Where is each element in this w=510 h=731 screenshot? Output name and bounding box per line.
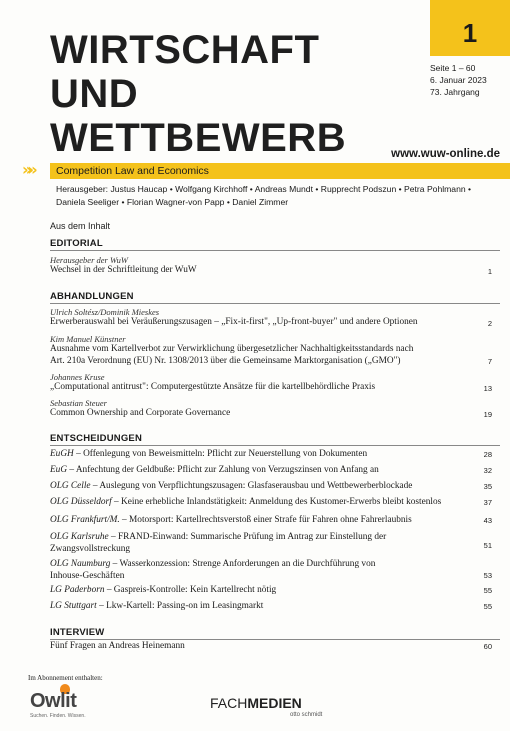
section-heading: ABHANDLUNGEN bbox=[50, 291, 500, 304]
editors-line2: Daniela Seeliger • Florian Wagner-von Papp • Daniel Zimmer bbox=[56, 197, 289, 207]
toc-entry[interactable] bbox=[50, 559, 500, 582]
entry-page: 37 bbox=[483, 498, 492, 507]
entry-page: 55 bbox=[483, 586, 492, 595]
fachmedien-part1: FACH bbox=[210, 695, 248, 711]
section-heading: ENTSCHEIDUNGEN bbox=[50, 433, 500, 446]
entry-title-line2: Inhouse-Geschäften bbox=[50, 570, 125, 581]
entry-court: OLG Karlsruhe bbox=[50, 532, 109, 542]
journal-title-line1: WIRTSCHAFT bbox=[50, 28, 320, 72]
journal-url[interactable]: www.wuw-online.de bbox=[391, 148, 500, 160]
entry-page: 53 bbox=[483, 571, 492, 580]
entry-author: Sebastian Steuer bbox=[50, 398, 107, 408]
entry-title-line1: – FRAND-Einwand: Summarische Prüfung im Antrag zur Einstellung der bbox=[108, 532, 387, 542]
entry-title: – Auslegung von Verpflichtungszusagen: Glasfaserausbau und Wettbewerberblockade bbox=[90, 481, 413, 491]
section-editorial bbox=[50, 238, 500, 276]
entry-title: – Offenlegung von Beweismitteln: Pflicht zur Neuerstellung von Dokumenten bbox=[73, 449, 368, 459]
toc-entry[interactable] bbox=[50, 372, 500, 394]
journal-title-line3: WETTBEWERB bbox=[50, 116, 347, 160]
entry-page: 32 bbox=[483, 466, 492, 475]
entry-page: 19 bbox=[483, 410, 492, 419]
journal-subtitle: Competition Law and Economics bbox=[56, 165, 209, 177]
entry-page: 60 bbox=[483, 642, 492, 651]
entry-title: – Keine erhebliche Inlandstätigkeit: Anmeldung des Kustomer-Erwerbs bleibt kostenlos bbox=[111, 497, 442, 507]
toc-entry[interactable] bbox=[50, 255, 500, 277]
issue-volume: 73. Jahrgang bbox=[430, 87, 480, 97]
entry-title: – Gaspreis-Kontrolle: Kein Kartellrecht nötig bbox=[104, 585, 277, 595]
entry-page: 13 bbox=[483, 384, 492, 393]
toc-entry[interactable] bbox=[50, 481, 500, 493]
section-abhandlungen bbox=[50, 291, 500, 419]
entry-page: 43 bbox=[483, 516, 492, 525]
editors-line1: Herausgeber: Justus Haucap • Wolfgang Kirchhoff • Andreas Mundt • Rupprecht Podszun • Petra Pohlmann • bbox=[56, 184, 472, 194]
journal-title-line2: UND bbox=[50, 72, 139, 116]
entry-page: 7 bbox=[487, 357, 492, 366]
owlit-tagline: Suchen. Finden. Wissen. bbox=[30, 713, 86, 719]
entry-court: OLG Düsseldorf bbox=[50, 497, 112, 507]
fachmedien-logo[interactable] bbox=[210, 695, 302, 711]
entry-title: Wechsel in der Schriftleitung der WuW bbox=[50, 265, 197, 275]
entry-court: EuGH bbox=[50, 449, 74, 459]
section-heading: INTERVIEW bbox=[50, 627, 500, 640]
entry-title: Common Ownership and Corporate Governance bbox=[50, 408, 231, 418]
toc-entry[interactable] bbox=[50, 334, 500, 367]
entry-page: 1 bbox=[487, 267, 492, 276]
entry-court: LG Paderborn bbox=[50, 585, 105, 595]
toc-entry[interactable] bbox=[50, 497, 500, 509]
section-interview bbox=[50, 627, 500, 651]
entry-author: Herausgeber der WuW bbox=[50, 255, 128, 265]
entry-court: OLG Celle bbox=[50, 481, 91, 491]
toc-entry[interactable] bbox=[50, 532, 500, 555]
toc-entry[interactable] bbox=[50, 585, 500, 597]
entry-title: Fünf Fragen an Andreas Heinemann bbox=[50, 641, 185, 651]
entry-author: Ulrich Soltész/Dominik Mieskes bbox=[50, 307, 160, 317]
entry-title: „Computational antitrust": Computergestützte Ansätze für die kartellbehördliche Praxis bbox=[50, 382, 376, 392]
issue-date: 6. Januar 2023 bbox=[430, 75, 487, 85]
chevron-icon: »» bbox=[22, 160, 33, 179]
section-heading: EDITORIAL bbox=[50, 238, 500, 251]
issue-pages: Seite 1 – 60 bbox=[430, 63, 476, 73]
subscription-label: Im Abonnement enthalten: bbox=[28, 674, 103, 682]
entry-court: EuG bbox=[50, 465, 68, 475]
issue-number: 1 bbox=[462, 18, 478, 48]
issue-meta bbox=[430, 62, 504, 98]
contents-label: Aus dem Inhalt bbox=[50, 221, 111, 231]
toc-entry[interactable] bbox=[50, 449, 500, 461]
entry-title: – Motorsport: Kartellrechtsverstoß einer Strafe für Fahren ohne Fahrerlaubnis bbox=[119, 515, 412, 525]
entry-title-line1: Ausnahme vom Kartellverbot zur Verwirklichung übergesetzlicher Nachhaltigkeitsstandards nach bbox=[50, 344, 414, 354]
entry-page: 55 bbox=[483, 602, 492, 611]
entry-court: LG Stuttgart bbox=[50, 601, 97, 611]
entry-page: 2 bbox=[487, 319, 492, 328]
fachmedien-part2: MEDIEN bbox=[247, 695, 302, 711]
section-entscheidungen bbox=[50, 433, 500, 611]
entry-author: Kim Manuel Künstner bbox=[50, 334, 126, 344]
entry-court: OLG Naumburg bbox=[50, 559, 111, 569]
issue-badge bbox=[430, 0, 510, 56]
toc-entry[interactable] bbox=[50, 398, 500, 420]
entry-page: 35 bbox=[483, 482, 492, 491]
toc-entry[interactable] bbox=[50, 307, 500, 329]
editors-list bbox=[56, 183, 496, 209]
entry-title-line2: Zwangsvollstreckung bbox=[50, 543, 131, 554]
entry-page: 51 bbox=[483, 541, 492, 550]
entry-title: Erwerberauswahl bei Veräußerungszusagen – „Fix-it-first", „Up-front-buyer" und andere Optionen bbox=[50, 317, 418, 327]
entry-title: – Anfechtung der Geldbuße: Pflicht zur Zahlung von Verzugszinsen von Anfang an bbox=[67, 465, 379, 475]
toc-entry[interactable] bbox=[50, 601, 500, 613]
owlit-logo[interactable]: Owlit bbox=[30, 690, 77, 712]
entry-page: 28 bbox=[483, 450, 492, 459]
entry-court: OLG Frankfurt/M. bbox=[50, 515, 120, 525]
toc-entry[interactable] bbox=[50, 641, 500, 653]
entry-title-line1: – Wasserkonzession: Strenge Anforderungen an die Durchführung von bbox=[110, 559, 376, 569]
fachmedien-sub: otto schmidt bbox=[290, 712, 323, 718]
entry-title: – Lkw-Kartell: Passing-on im Leasingmarkt bbox=[96, 601, 264, 611]
entry-title-line2: Art. 210a Verordnung (EU) Nr. 1308/2013 über die Gemeinsame Marktorganisation („GMO") bbox=[50, 355, 401, 366]
entry-author: Johannes Kruse bbox=[50, 372, 105, 382]
toc-entry[interactable] bbox=[50, 465, 500, 477]
toc-entry[interactable] bbox=[50, 515, 500, 527]
